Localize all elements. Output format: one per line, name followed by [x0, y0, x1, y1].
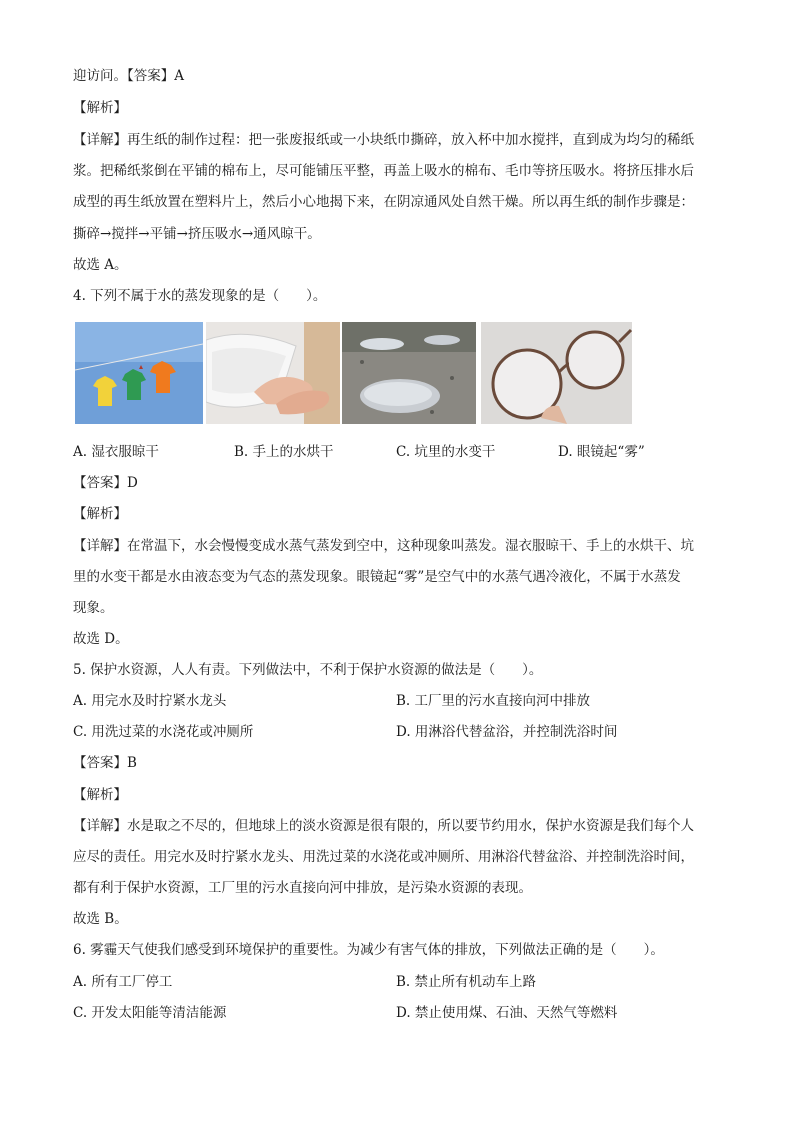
- q4-option-c: C. 坑里的水变干: [396, 444, 496, 460]
- answer-line: 【答案】B: [73, 755, 137, 771]
- explanation-text: 【详解】在常温下，水会慢慢变成水蒸气蒸发到空中，这种现象叫蒸发。湿衣服晾干、手上的水烘干、坑: [73, 538, 694, 554]
- explanation-text: 应尽的责任。用完水及时拧紧水龙头、用洗过菜的水浇花或冲厕所、用淋浴代替盆浴、并控制洗浴时间，: [73, 849, 694, 865]
- q6-option-d: D. 禁止使用煤、石油、天然气等燃料: [396, 1005, 618, 1021]
- q4-option-a: A. 湿衣服晾干: [73, 444, 159, 460]
- explanation-text: 【详解】水是取之不尽的，但地球上的淡水资源是很有限的，所以要节约用水，保护水资源是我们每个人: [73, 818, 694, 834]
- q5-option-d: D. 用淋浴代替盆浴，并控制洗浴时间: [396, 724, 618, 740]
- explanation-text: 里的水变干都是水由液态变为气态的蒸发现象。眼镜起“雾”是空气中的水蒸气遇冷液化，不属于水蒸发: [73, 569, 681, 585]
- explanation-text: 【详解】再生纸的制作过程：把一张废报纸或一小块纸巾撕碎，放入杯中加水搅拌，直到成为均匀的稀纸: [73, 132, 694, 148]
- q6-option-c: C. 开发太阳能等清洁能源: [73, 1005, 227, 1021]
- answer-line: 迎访问。【答案】A: [73, 68, 184, 84]
- analysis-heading: 【解析】: [73, 506, 127, 522]
- clothes-drying-photo: [75, 322, 203, 424]
- glasses-photo: [481, 322, 632, 424]
- conclusion-text: 故选 B。: [73, 911, 128, 927]
- q5-option-a: A. 用完水及时拧紧水龙头: [73, 693, 227, 709]
- answer-line: 【答案】D: [73, 475, 138, 491]
- puddle-photo: [342, 322, 476, 424]
- question-6: 6. 雾霾天气使我们感受到环境保护的重要性。为减少有害气体的排放，下列做法正确的是（ ）。: [73, 942, 664, 958]
- question-4: 4. 下列不属于水的蒸发现象的是（ ）。: [73, 288, 327, 304]
- analysis-heading: 【解析】: [73, 100, 127, 116]
- explanation-text: 撕碎→搅拌→平铺→挤压吸水→通风晾干。: [73, 226, 321, 242]
- explanation-text: 都有利于保护水资源，工厂里的污水直接向河中排放，是污染水资源的表现。: [73, 880, 532, 896]
- q6-option-b: B. 禁止所有机动车上路: [396, 974, 537, 990]
- conclusion-text: 故选 A。: [73, 257, 128, 273]
- q6-option-a: A. 所有工厂停工: [73, 974, 173, 990]
- explanation-text: 浆。把稀纸浆倒在平铺的棉布上，尽可能铺压平整，再盖上吸水的棉布、毛巾等挤压吸水。将挤压排水后: [73, 163, 694, 179]
- hand-dryer-photo: [206, 322, 340, 424]
- q4-option-d: D. 眼镜起“雾”: [558, 444, 645, 460]
- q5-option-b: B. 工厂里的污水直接向河中排放: [396, 693, 591, 709]
- conclusion-text: 故选 D。: [73, 631, 129, 647]
- analysis-heading: 【解析】: [73, 787, 127, 803]
- question-5: 5. 保护水资源，人人有责。下列做法中，不利于保护水资源的做法是（ ）。: [73, 662, 543, 678]
- q4-option-b: B. 手上的水烘干: [234, 444, 334, 460]
- q5-option-c: C. 用洗过菜的水浇花或冲厕所: [73, 724, 254, 740]
- explanation-text: 现象。: [73, 600, 114, 616]
- explanation-text: 成型的再生纸放置在塑料片上，然后小心地揭下来，在阴凉通风处自然干燥。所以再生纸的制作步骤是：: [73, 194, 694, 210]
